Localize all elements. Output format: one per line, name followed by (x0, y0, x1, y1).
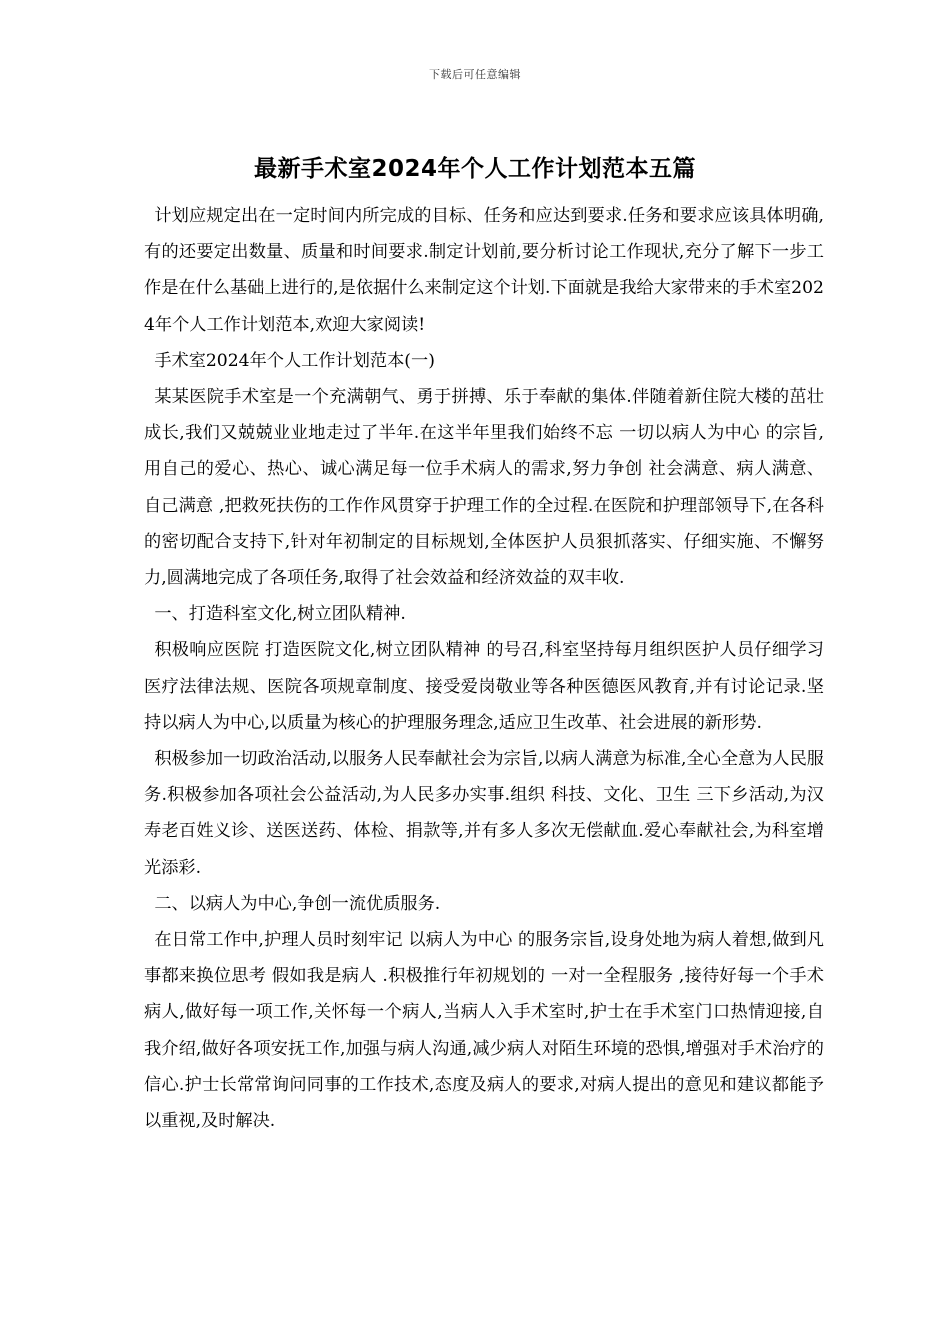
body-paragraph: 积极参加一切政治活动,以服务人民奉献社会为宗旨,以病人满意为标准,全心全意为人民服务.积极参加各项社会公益活动,为人民多办实事.组织 科技、文化、卫生 三下乡活动,为汉寿老百姓义诊、送医送药、体检、捐款等,并有多人多次无偿献血.爱心奉献社会,为科室增光添彩. (144, 749, 824, 878)
header-note: 下载后可任意编辑 (429, 68, 521, 81)
intro-paragraph: 计划应规定出在一定时间内所完成的目标、任务和应达到要求.任务和要求应该具体明确,有的还要定出数量、质量和时间要求.制定计划前,要分析讨论工作现状,充分了解下一步工作是在什么基础上进行的,是依据什么来制定这个计划.下面就是我给大家带来的手术室2024年个人工作计划范本,欢迎大家阅读! (144, 206, 824, 335)
document-title: 最新手术室2024年个人工作计划范本五篇 (253, 156, 696, 182)
body-paragraph: 某某医院手术室是一个充满朝气、勇于拼搏、乐于奉献的集体.伴随着新住院大楼的茁壮成长,我们又兢兢业业地走过了半年.在这半年里我们始终不忘 一切以病人为中心 的宗旨,用自己的爱心、热心、诚心满足每一位手术病人的需求,努力争创 社会满意、病人满意、自己满意 ,把救死扶伤的工作作风贯穿于护理工作的全过程.在医院和护理部领导下,在各科的密切配合支持下,针对年初制定的目标规划,全体医护人员狠抓落实、仔细实施、不懈努力,圆满地完成了各项任务,取得了社会效益和经济效益的双丰收. (144, 387, 824, 589)
section-heading-sample-1: 手术室2024年个人工作计划范本(一) (154, 350, 435, 371)
section-heading-1: 一、打造科室文化,树立团队精神. (154, 604, 406, 625)
body-paragraph: 积极响应医院 打造医院文化,树立团队精神 的号召,科室坚持每月组织医护人员仔细学习医疗法律法规、医院各项规章制度、接受爱岗敬业等各种医德医风教育,并有讨论记录.坚持以病人为中心,以质量为核心的护理服务理念,适应卫生改革、社会进展的新形势. (144, 640, 824, 733)
document-body (144, 198, 824, 1139)
section-heading-2: 二、以病人为中心,争创一流优质服务. (154, 893, 441, 914)
body-paragraph: 在日常工作中,护理人员时刻牢记 以病人为中心 的服务宗旨,设身处地为病人着想,做到凡事都来换位思考 假如我是病人 .积极推行年初规划的 一对一全程服务 ,接待好每一个手术病人,做好每一项工作,关怀每一个病人,当病人入手术室时,护士在手术室门口热情迎接,自我介绍,做好各项安抚工作,加强与病人沟通,减少病人对陌生环境的恐惧,增强对手术治疗的信心.护士长常常询问同事的工作技术,态度及病人的要求,对病人提出的意见和建议都能予以重视,及时解决. (144, 930, 824, 1132)
